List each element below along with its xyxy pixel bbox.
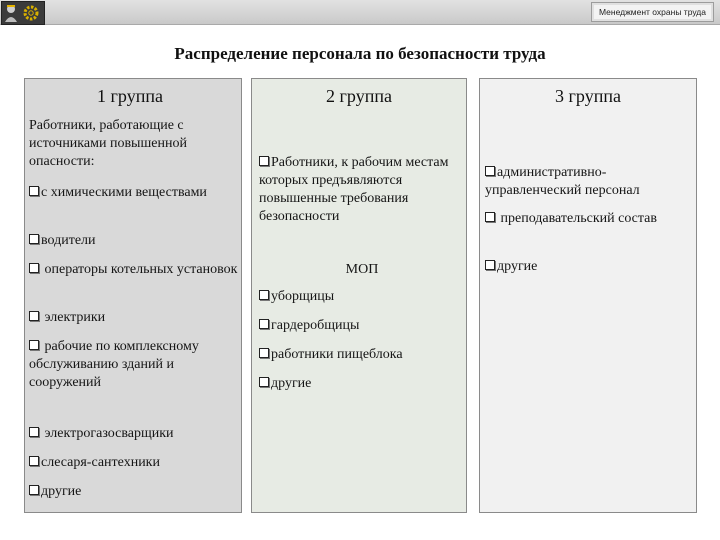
checkbox-bullet-icon (259, 156, 269, 166)
list-item: электрогазосварщики (29, 425, 241, 443)
list-item: слесаря-сантехники (29, 454, 241, 472)
checkbox-bullet-icon (485, 166, 495, 176)
checkbox-bullet-icon (259, 319, 269, 329)
top-bar (0, 0, 720, 25)
checkbox-bullet-icon (29, 311, 39, 321)
checkbox-bullet-icon (29, 456, 39, 466)
list-item: другие (259, 375, 465, 393)
checkbox-bullet-icon (259, 348, 269, 358)
list-item: гардеробщицы (259, 317, 465, 335)
list-item: операторы котельных установок (29, 261, 241, 279)
list-item: Работники, к рабочим местам которых предъявляются повышенные требования безопасности (259, 155, 449, 224)
group-1-intro: Работники, работающие с источниками повышенной опасности: (29, 118, 187, 169)
list-item: другие (485, 258, 697, 276)
list-item: работники пищеблока (259, 346, 465, 364)
checkbox-bullet-icon (29, 340, 39, 350)
list-item: с химическими веществами (29, 184, 241, 202)
worker-gear-logo-icon (1, 1, 45, 25)
checkbox-bullet-icon (29, 427, 39, 437)
checkbox-bullet-icon (485, 260, 495, 270)
page-title: Распределение персонала по безопасности труда (174, 44, 546, 63)
list-item: преподавательский состав (485, 210, 697, 228)
group-3-panel (479, 78, 697, 513)
checkbox-bullet-icon (259, 377, 269, 387)
section-badge: Менеджмент охраны труда (591, 2, 714, 22)
group-2-heading: 2 группа (326, 86, 392, 106)
list-item: уборщицы (259, 288, 465, 306)
list-item: административно-управленческий персонал (485, 165, 640, 198)
checkbox-bullet-icon (485, 212, 495, 222)
checkbox-bullet-icon (29, 263, 39, 273)
checkbox-bullet-icon (29, 186, 39, 196)
group-3-heading: 3 группа (555, 86, 621, 106)
list-item: другие (29, 483, 241, 501)
group-2-panel (251, 78, 467, 513)
checkbox-bullet-icon (29, 485, 39, 495)
checkbox-bullet-icon (259, 290, 269, 300)
group-2-subheading: МОП (345, 262, 379, 277)
list-item: водители (29, 232, 241, 250)
checkbox-bullet-icon (29, 234, 39, 244)
list-item: рабочие по комплексному обслуживанию зданий и сооружений (29, 339, 199, 390)
group-1-heading: 1 группа (97, 86, 163, 106)
list-item: электрики (29, 309, 241, 327)
group-1-panel (24, 78, 242, 513)
